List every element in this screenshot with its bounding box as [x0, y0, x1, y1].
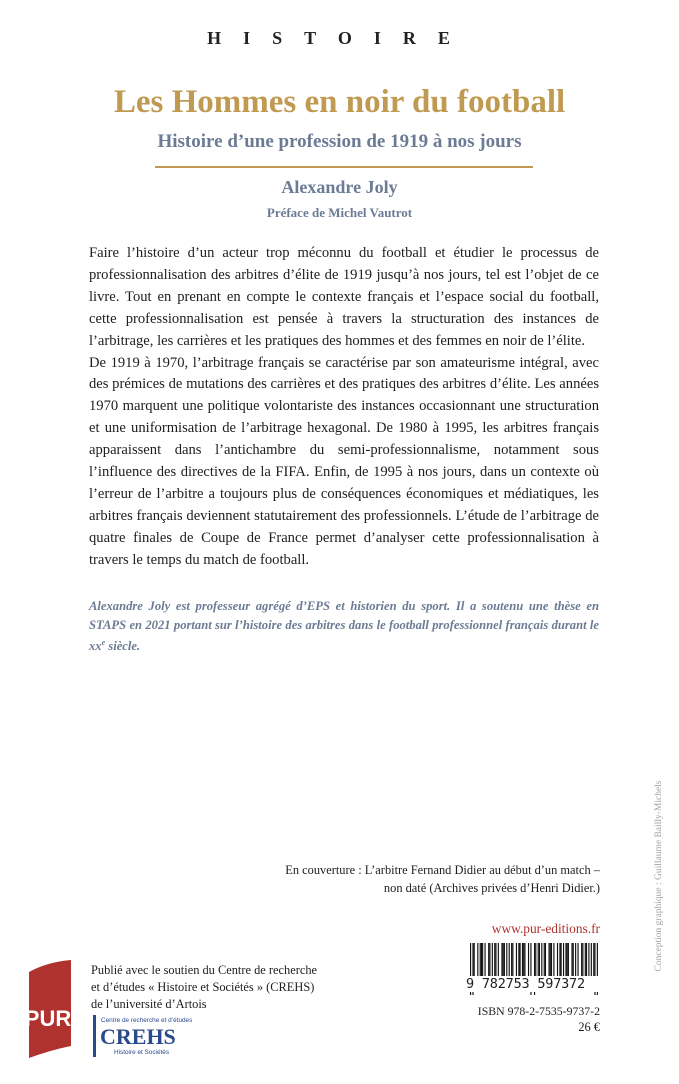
barcode-bar: [518, 943, 519, 977]
barcode-bar: [488, 943, 489, 977]
barcode-bar: [568, 943, 569, 977]
crehs-logo-small: Centre de recherche et d’études: [101, 1017, 193, 1024]
barcode-bar: [484, 943, 485, 977]
barcode-bar: [482, 943, 483, 977]
author-bio-century-sup: e: [101, 638, 106, 648]
barcode-bar: [480, 943, 481, 977]
support-note: [91, 962, 351, 1014]
barcode-bar: [524, 943, 525, 977]
barcode-bar: [495, 943, 496, 977]
barcode-bar: [535, 943, 536, 977]
barcode-bar: [544, 943, 545, 977]
author-bio: [89, 597, 599, 656]
barcode-bar: [557, 943, 558, 977]
barcode-bar: [504, 943, 505, 977]
barcode-bar: [511, 943, 512, 977]
barcode-bar: [541, 943, 542, 977]
cover-caption-line-1: En couverture : L’arbitre Fernand Didier au début d’un match –: [285, 863, 600, 877]
barcode-bar: [573, 943, 574, 977]
barcode-bar: [503, 943, 504, 977]
crehs-logo-big: CREHS: [100, 1024, 176, 1049]
barcode-bar: [512, 943, 513, 977]
price: 26 €: [578, 1020, 600, 1034]
barcode-bar: [585, 943, 586, 977]
barcode-bar: [520, 943, 521, 977]
blurb-paragraph-2: De 1919 à 1970, l’arbitrage français se caractérise par son amateurisme intégral, avec des prémices de mutations des carrières et des pratiques des arbitres d’élite. Les années 1970 marquent une politique volontariste des instances occasionnant une structuration et une uniformisation de l’arbitrage hexagonal. De 1980 à 1995, les arbitres français apparaissent dans l’antichambre du semi-professionnalisme, notamment sous l’influence des directives de la FIFA. Enfin, de 1995 à nos jours, dans un contexte où l’erreur de l’arbitre a toujours plus de conséquences économiques et médiatiques, les arbitres français deviennent statutairement des professionnels. L’étude de l’arbitrage de quatre finales de Coupe de France permet d’analyser cette professionnalisation à travers le temps du match de football.: [89, 354, 599, 568]
barcode-bar: [498, 943, 499, 977]
blurb-paragraph-1: Faire l’histoire d’un acteur trop méconnu du football et étudier le processus de professionnalisation des arbitres d’élite de 1919 jusqu’à nos jours, tel est l’objet de ce livre. Tout en prenant en compte le contexte français et l’espace social du football, cette professionnalisation est pensée à travers la structuration des instances de l’arbitrage, les carrières et les pratiques des hommes et des femmes en noir de l’élite.: [89, 245, 599, 349]
barcode-bar: [551, 943, 552, 977]
barcode-bar: [539, 943, 540, 977]
crehs-logo-sub: Histoire et Sociétés: [114, 1049, 170, 1056]
barcode-bar: [523, 943, 524, 977]
barcode-bar: [577, 943, 578, 977]
barcode-bar: [588, 943, 589, 977]
barcode-bar: [567, 943, 568, 977]
preface-credit: Préface de Michel Vautrot: [266, 205, 413, 220]
cover-caption-line-2: non daté (Archives privées d’Henri Didier.): [383, 881, 600, 896]
blurb-text: [89, 243, 599, 572]
barcode-bar: [561, 943, 562, 977]
pur-logo: [19, 960, 75, 1060]
barcode-bar: [571, 943, 572, 977]
book-subtitle: Histoire d’une profession de 1919 à nos jours: [157, 131, 522, 152]
isbn: ISBN 978-2-7535-9737-2: [477, 1004, 600, 1018]
barcode-bar: [559, 943, 560, 977]
barcode-bar: [522, 943, 523, 977]
author-bio-end: siècle.: [105, 639, 141, 654]
barcode-bar: [489, 943, 490, 977]
barcode-bar: [548, 943, 549, 977]
barcode-bar: [528, 943, 529, 977]
barcode-bar: [545, 943, 546, 977]
author-name: Alexandre Joly: [281, 177, 398, 197]
barcode-bar: [582, 943, 583, 977]
barcode-bar: [474, 943, 475, 977]
barcode-bar: [581, 943, 582, 977]
barcode-bar: [550, 943, 551, 977]
barcode-bar: [494, 943, 495, 977]
support-line-3: de l’université d’Artois: [91, 997, 207, 1012]
book-title: Les Hommes en noir du football: [113, 84, 566, 120]
barcode-bar: [538, 943, 539, 977]
publisher-url[interactable]: www.pur-editions.fr: [491, 921, 600, 936]
support-line-2: et d’études « Histoire et Sociétés » (CREHS): [91, 980, 315, 995]
author-bio-text: Alexandre Joly est professeur agrégé d’EPS et historien du sport. Il a soutenu une thèse en STAPS en 2021 portant sur l’histoire des arbitres dans le football professionnel français durant le: [89, 599, 599, 632]
barcode-bar: [575, 943, 576, 977]
barcode-bar: [492, 943, 493, 977]
barcode-bar: [481, 943, 482, 977]
title-divider: [155, 166, 533, 168]
crehs-logo: [92, 1013, 212, 1059]
author-bio-century: xx: [89, 639, 102, 654]
barcode-bar: [509, 943, 510, 977]
barcode-bar: [501, 943, 502, 977]
barcode-bar: [593, 943, 594, 977]
barcode-bar: [477, 943, 478, 977]
series-label: HISTOIRE: [207, 28, 472, 48]
design-credit: [649, 768, 669, 994]
barcode-digits: 9 782753 597372: [466, 976, 606, 992]
support-line-1: Publié avec le soutien du Centre de recherche: [91, 963, 318, 977]
cover-caption: [252, 861, 600, 898]
barcode-bar: [563, 943, 564, 977]
barcode-bar: [565, 943, 566, 977]
design-credit-text: Conception graphique : Guillaume Bailly-Michels: [654, 780, 664, 972]
barcode-bar: [506, 943, 507, 977]
barcode-bar: [553, 943, 554, 977]
barcode-bar: [586, 943, 587, 977]
barcode-bar: [516, 943, 517, 977]
barcode-bar: [591, 943, 592, 977]
pur-logo-text: PUR: [24, 1006, 72, 1031]
